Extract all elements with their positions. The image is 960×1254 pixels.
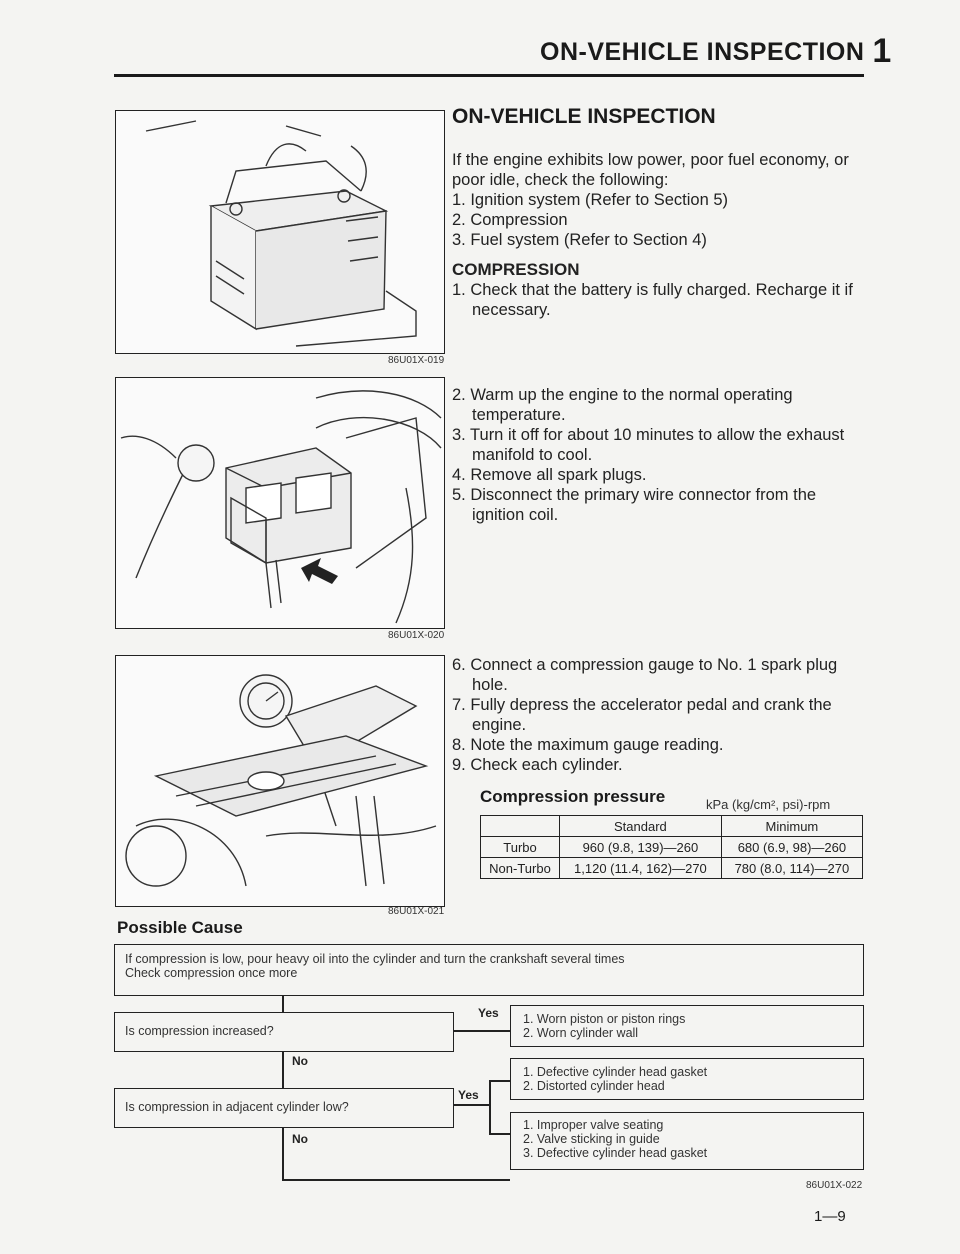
table-cell: 680 (6.9, 98)—260: [721, 837, 862, 858]
table-cell: Non-Turbo: [481, 858, 560, 879]
table-row: [481, 837, 863, 858]
header-title: ON-VEHICLE INSPECTION: [540, 38, 865, 66]
question-text: Is compression in adjacent cylinder low?: [125, 1100, 349, 1114]
flowchart-caption: 86U01X-022: [806, 1180, 863, 1191]
result-line: 2. Distorted cylinder head: [523, 1079, 665, 1093]
possible-cause-title: Possible Cause: [117, 918, 243, 937]
table-row: [481, 858, 863, 879]
flow-connector: [489, 1133, 510, 1135]
flow-start-line: Check compression once more: [125, 966, 298, 980]
check-list-item: 2. Compression: [452, 211, 568, 229]
flow-start-line: If compression is low, pour heavy oil into the cylinder and turn the crankshaft several times: [125, 952, 625, 966]
table-cell: Turbo: [481, 837, 560, 858]
header-rule: [114, 74, 864, 77]
flow-connector: [489, 1080, 491, 1134]
step-item: 7. Fully depress the accelerator pedal and crank the engine.: [452, 696, 832, 734]
result-line: 2. Valve sticking in guide: [523, 1132, 660, 1146]
flow-connector: [282, 996, 284, 1012]
figure-caption: 86U01X-019: [388, 355, 445, 366]
step-item: 8. Note the maximum gauge reading.: [452, 736, 724, 754]
result-line: 3. Defective cylinder head gasket: [523, 1146, 708, 1160]
battery-illustration: [116, 111, 444, 353]
figure-battery: [115, 110, 445, 354]
flow-connector: [489, 1080, 510, 1082]
flow-connector: [282, 1052, 284, 1088]
check-list-item: 3. Fuel system (Refer to Section 4): [452, 231, 707, 249]
figure-ignition-coil: [115, 377, 445, 629]
steps-block-3: [452, 655, 864, 775]
ignition-coil-illustration: [116, 378, 444, 628]
step-item: 1. Check that the battery is fully charged. Recharge it if necessary.: [452, 281, 853, 319]
flow-connector: [454, 1104, 490, 1106]
compression-heading: COMPRESSION: [452, 260, 580, 279]
figure-caption: 86U01X-020: [388, 630, 445, 641]
yes-label: Yes: [478, 1006, 499, 1020]
compression-spec-table: [480, 815, 863, 879]
table-cell: 960 (9.8, 139)—260: [560, 837, 722, 858]
check-list-item: 1. Ignition system (Refer to Section 5): [452, 191, 729, 209]
compression-block: [452, 260, 864, 320]
step-item: 6. Connect a compression gauge to No. 1 spark plug hole.: [452, 656, 838, 694]
step-item: 9. Check each cylinder.: [452, 756, 623, 774]
spec-heading: Compression pressure: [480, 787, 666, 806]
no-label: No: [292, 1054, 308, 1068]
chapter-number: 1: [872, 32, 892, 70]
section-title: ON-VEHICLE INSPECTION: [452, 105, 716, 128]
table-header-row: [481, 816, 863, 837]
flow-result-1: [510, 1005, 864, 1047]
flow-start-box: [114, 944, 864, 996]
table-header-cell: Minimum: [721, 816, 862, 837]
flow-connector: [454, 1030, 510, 1032]
table-header-cell: Standard: [560, 816, 722, 837]
flow-connector: [282, 1179, 510, 1181]
compression-gauge-illustration: [116, 656, 444, 906]
result-line: 2. Worn cylinder wall: [523, 1026, 639, 1040]
flow-question-2: [114, 1088, 454, 1128]
table-cell: 780 (8.0, 114)—270: [721, 858, 862, 879]
spec-units: kPa (kg/cm², psi)-rpm: [706, 797, 831, 812]
question-text: Is compression increased?: [125, 1024, 274, 1038]
no-label: No: [292, 1132, 308, 1146]
yes-label: Yes: [458, 1088, 479, 1102]
step-item: 4. Remove all spark plugs.: [452, 466, 647, 484]
figure-compression-gauge: [115, 655, 445, 907]
flow-result-2: [510, 1058, 864, 1100]
arrow-icon: [301, 558, 338, 584]
result-line: 1. Defective cylinder head gasket: [523, 1065, 708, 1079]
result-line: 1. Improper valve seating: [523, 1118, 664, 1132]
result-line: 1. Worn piston or piston rings: [523, 1012, 686, 1026]
page-number: 1—9: [814, 1208, 846, 1225]
step-item: 3. Turn it off for about 10 minutes to allow the exhaust manifold to cool.: [452, 426, 845, 464]
flow-result-3: [510, 1112, 864, 1170]
flow-question-1: [114, 1012, 454, 1052]
steps-block-2: [452, 385, 864, 525]
intro-paragraph: If the engine exhibits low power, poor fuel economy, or poor idle, check the following:: [452, 151, 849, 189]
table-header-cell: [481, 816, 560, 837]
intro-block: [452, 150, 864, 250]
step-item: 5. Disconnect the primary wire connector from the ignition coil.: [452, 486, 817, 524]
figure-caption: 86U01X-021: [388, 906, 445, 917]
flow-connector: [282, 1128, 284, 1180]
table-cell: 1,120 (11.4, 162)—270: [560, 858, 722, 879]
page-header: [540, 30, 892, 69]
step-item: 2. Warm up the engine to the normal operating temperature.: [452, 386, 793, 424]
